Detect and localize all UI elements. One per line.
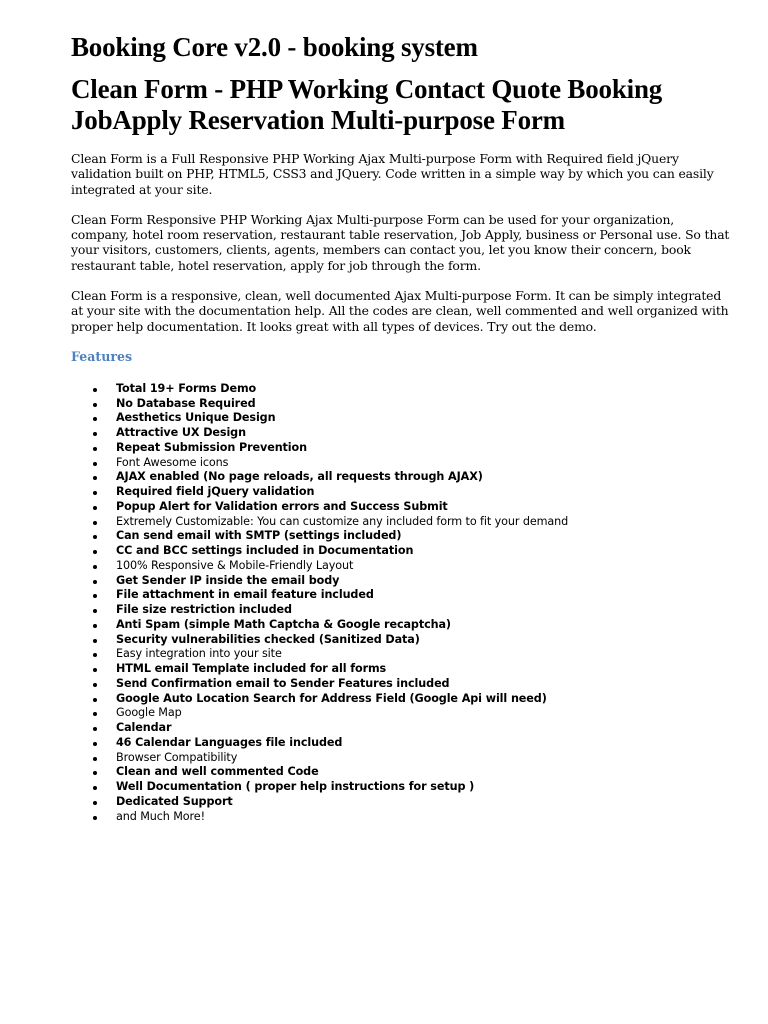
feature-list-item bbox=[71, 397, 731, 412]
feature-list-item bbox=[71, 382, 731, 397]
feature-list-item bbox=[71, 795, 731, 810]
bullet-icon bbox=[93, 506, 97, 510]
bullet-icon bbox=[93, 801, 97, 805]
feature-text: Total 19+ Forms Demo bbox=[116, 381, 257, 395]
bullet-icon bbox=[93, 476, 97, 480]
feature-list-item bbox=[71, 765, 731, 780]
bullet-icon bbox=[93, 668, 97, 672]
feature-text: No Database Required bbox=[116, 396, 256, 410]
feature-list-item bbox=[71, 736, 731, 751]
feature-list-item bbox=[71, 692, 731, 707]
feature-text: Well Documentation ( proper help instructions for setup ) bbox=[116, 780, 475, 794]
intro-paragraph: Clean Form is a Full Responsive PHP Working Ajax Multi-purpose Form with Required field jQuery validation built on PHP, HTML5, CSS3 and JQuery. Code written in a simple way by which you can easily integrated at your site. bbox=[71, 151, 714, 197]
feature-text: File size restriction included bbox=[116, 603, 292, 617]
summary-paragraph: Clean Form is a responsive, clean, well documented Ajax Multi-purpose Form. It can be simply integrated at your site with the documentation help. All the codes are clean, well commented and well organized with proper help documentation. It looks great with all types of devices. Try out the demo. bbox=[71, 288, 729, 334]
document-page bbox=[71, 30, 731, 824]
feature-list-item bbox=[71, 515, 731, 530]
bullet-icon bbox=[93, 698, 97, 702]
feature-list-item bbox=[71, 751, 731, 766]
feature-text: Repeat Submission Prevention bbox=[116, 440, 307, 454]
feature-text: Security vulnerabilities checked (Sanitized Data) bbox=[116, 632, 420, 646]
bullet-icon bbox=[93, 417, 97, 421]
feature-text: 100% Responsive & Mobile-Friendly Layout bbox=[116, 558, 354, 572]
feature-list-item bbox=[71, 780, 731, 795]
feature-text: Clean and well commented Code bbox=[116, 765, 319, 779]
feature-list-item bbox=[71, 706, 731, 721]
bullet-icon bbox=[93, 462, 97, 466]
feature-list-item bbox=[71, 544, 731, 559]
bullet-icon bbox=[93, 742, 97, 746]
feature-text: Calendar bbox=[116, 721, 172, 735]
feature-list-item bbox=[71, 411, 731, 426]
feature-list-item bbox=[71, 647, 731, 662]
feature-list-item bbox=[71, 559, 731, 574]
feature-list-item bbox=[71, 721, 731, 736]
features-heading: Features bbox=[71, 348, 133, 364]
feature-text: Extremely Customizable: You can customize any included form to fit your demand bbox=[116, 514, 569, 528]
feature-text: Send Confirmation email to Sender Features included bbox=[116, 676, 450, 690]
bullet-icon bbox=[93, 624, 97, 628]
feature-text: Required field jQuery validation bbox=[116, 485, 315, 499]
bullet-icon bbox=[93, 639, 97, 643]
feature-list-item bbox=[71, 677, 731, 692]
feature-text: Popup Alert for Validation errors and Success Submit bbox=[116, 499, 448, 513]
feature-text: Easy integration into your site bbox=[116, 647, 282, 661]
bullet-icon bbox=[93, 491, 97, 495]
feature-text: Attractive UX Design bbox=[116, 426, 246, 440]
bullet-icon bbox=[93, 565, 97, 569]
feature-list-item bbox=[71, 456, 731, 471]
feature-text: File attachment in email feature included bbox=[116, 588, 374, 602]
feature-list-item bbox=[71, 574, 731, 589]
feature-text: Font Awesome icons bbox=[116, 455, 229, 469]
feature-list-item bbox=[71, 500, 731, 515]
features-list bbox=[71, 382, 731, 825]
feature-list-item bbox=[71, 588, 731, 603]
feature-list-item bbox=[71, 618, 731, 633]
bullet-icon bbox=[93, 550, 97, 554]
bullet-icon bbox=[93, 727, 97, 731]
bullet-icon bbox=[93, 535, 97, 539]
bullet-icon bbox=[93, 712, 97, 716]
form-title: Clean Form - PHP Working Contact Quote Booking JobApply Reservation Multi-purpose Form bbox=[71, 74, 663, 135]
bullet-icon bbox=[93, 447, 97, 451]
feature-list-item bbox=[71, 603, 731, 618]
bullet-icon bbox=[93, 388, 97, 392]
bullet-icon bbox=[93, 683, 97, 687]
feature-text: AJAX enabled (No page reloads, all requests through AJAX) bbox=[116, 470, 483, 484]
feature-list-item bbox=[71, 662, 731, 677]
feature-list-item bbox=[71, 470, 731, 485]
bullet-icon bbox=[93, 609, 97, 613]
feature-text: 46 Calendar Languages file included bbox=[116, 735, 343, 749]
bullet-icon bbox=[93, 594, 97, 598]
feature-text: Aesthetics Unique Design bbox=[116, 411, 276, 425]
feature-text: Can send email with SMTP (settings included) bbox=[116, 529, 402, 543]
feature-text: Google Map bbox=[116, 706, 182, 720]
bullet-icon bbox=[93, 816, 97, 820]
bullet-icon bbox=[93, 521, 97, 525]
feature-text: Browser Compatibility bbox=[116, 750, 238, 764]
bullet-icon bbox=[93, 771, 97, 775]
feature-text: Get Sender IP inside the email body bbox=[116, 573, 340, 587]
page-title: Booking Core v2.0 - booking system bbox=[71, 32, 478, 62]
usage-paragraph: Clean Form Responsive PHP Working Ajax Multi-purpose Form can be used for your organization, company, hotel room reservation, restaurant table reservation, Job Apply, business or Personal use. So that your visitors, customers, clients, agents, members can contact you, let you know their concern, book restaurant table, hotel reservation, apply for job through the form. bbox=[71, 211, 730, 273]
feature-text: Google Auto Location Search for Address Field (Google Api will need) bbox=[116, 691, 547, 705]
bullet-icon bbox=[93, 432, 97, 436]
bullet-icon bbox=[93, 757, 97, 761]
feature-list-item bbox=[71, 529, 731, 544]
feature-text: CC and BCC settings included in Documentation bbox=[116, 544, 414, 558]
feature-text: Anti Spam (simple Math Captcha & Google recaptcha) bbox=[116, 617, 451, 631]
feature-list-item bbox=[71, 633, 731, 648]
feature-list-item bbox=[71, 441, 731, 456]
feature-list-item bbox=[71, 485, 731, 500]
bullet-icon bbox=[93, 786, 97, 790]
feature-text: HTML email Template included for all forms bbox=[116, 662, 387, 676]
bullet-icon bbox=[93, 580, 97, 584]
feature-text: and Much More! bbox=[116, 809, 205, 823]
feature-text: Dedicated Support bbox=[116, 794, 233, 808]
feature-list-item bbox=[71, 426, 731, 441]
bullet-icon bbox=[93, 403, 97, 407]
bullet-icon bbox=[93, 653, 97, 657]
feature-list-item bbox=[71, 810, 731, 825]
